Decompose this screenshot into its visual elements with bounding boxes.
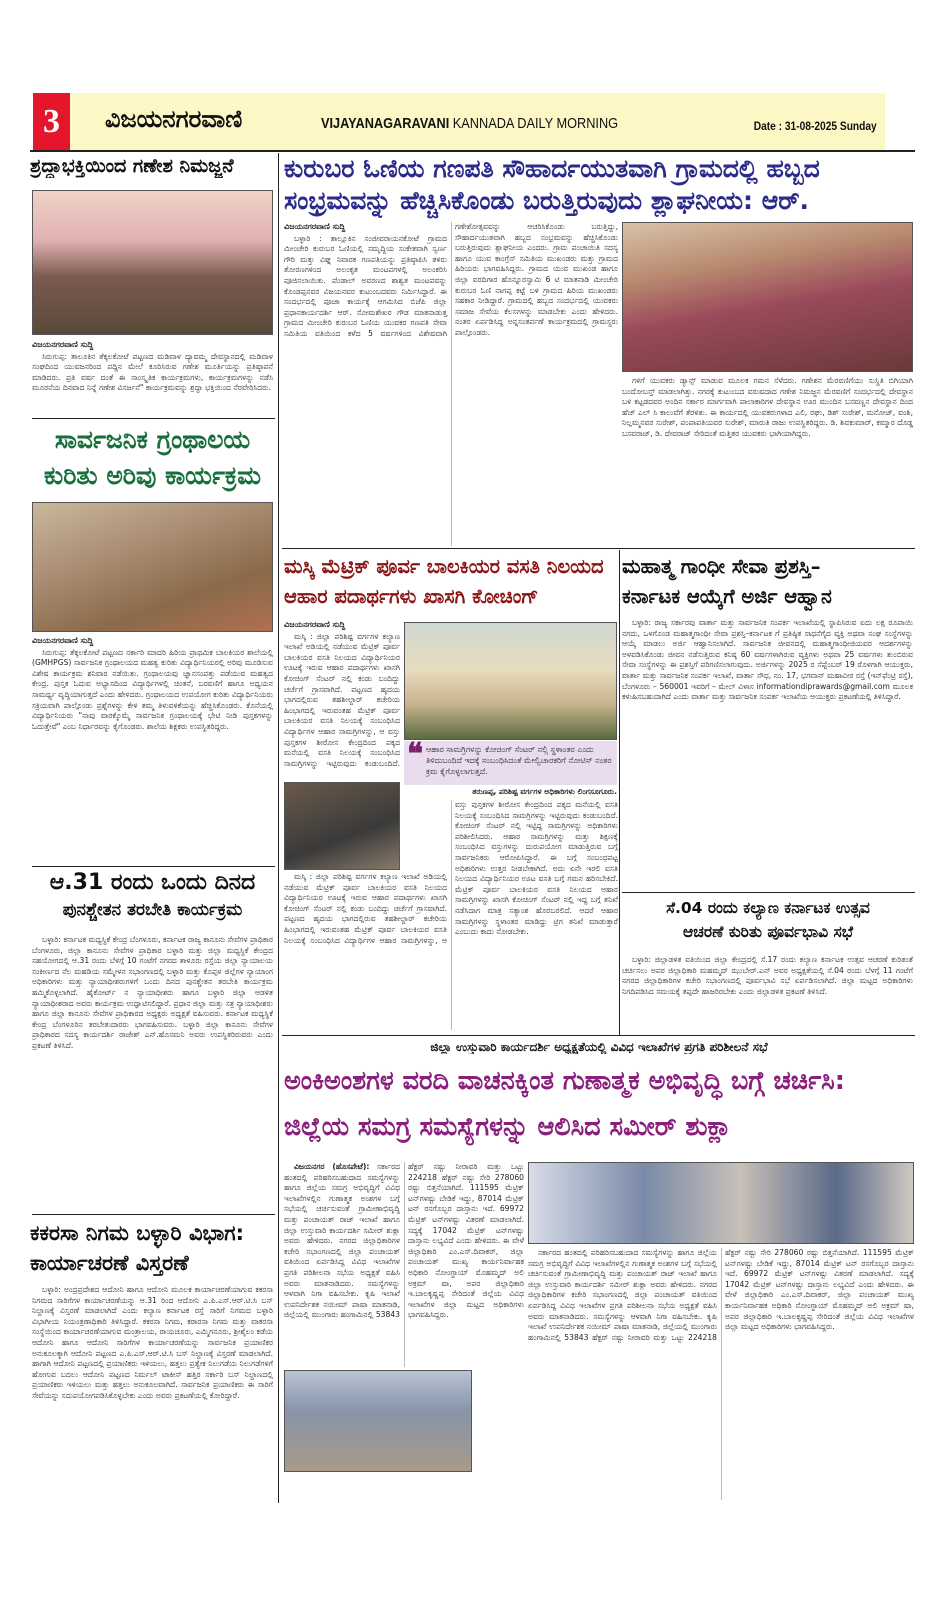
- divider: [622, 892, 915, 893]
- library-headline-line1: ಸಾರ್ವಜನಿಕ ಗ್ರಂಥಾಲಯ: [54, 425, 251, 454]
- issue-date: Date : 31-08-2025 Sunday: [753, 119, 877, 133]
- newspaper-logo: ವಿಜಯನಗರವಾಣಿ: [105, 105, 243, 133]
- article-text: ಸರ್ಕಾರದ ಹಂತದಲ್ಲಿ ಪರಿಹರಿಸಬಹುದಾದ ಸಮಸ್ಯೆಗಳನ್ನು ಹಾಗೂ ಜಿಲ್ಲೆಯ ಸಮಗ್ರ ಅಭಿವೃದ್ಧಿಗೆ ವಿವಿಧ ಇಲಾಖೆಗಳಲ್ಲಿನ ಗುಣಾತ್ಮಕ ಅಂಶಗಳ ಬಗ್ಗೆ ಸಭೆಯಲ್ಲಿ ಚರ್ಚಿಸುವಂತೆ ಗ್ರಾಮೀಣಾಭಿವೃದ್ಧಿ ಮತ್ತು ಪಂಚಾಯತ್ ರಾಜ್ ಇಲಾಖೆ ಹಾಗೂ ಜಿಲ್ಲಾ ಉಸ್ತುವಾರಿ ಕಾರ್ಯದರ್ಶಿ ಸಮೀರ್ ಶುಕ್ಲಾ ಅವರು ಹೇಳಿದರು. ನಗರದ ಜಿಲ್ಲಾಧಿಕಾರಿಗಳ ಕಚೇರಿ ಸಭಾಂಗಣದಲ್ಲಿ ಜಿಲ್ಲಾ ಪಂಚಾಯತ್ ವತಿಯಿಂದ ಏರ್ಪಡಿಸಿದ್ದ ವಿವಿಧ ಇಲಾಖೆಗಳ ಪ್ರಗತಿ ಪರಿಶೀಲನಾ ಸಭೆಯ ಅಧ್ಯಕ್ಷತೆ ವಹಿಸಿ ಅವರು ಮಾತನಾಡಿದರು. ಸಮಸ್ಯೆಗಳನ್ನು ಆಳವಾಗಿ ನಿಗಾ ವಹಿಸಬೇಕು. ಕೃಷಿ ಇಲಾಖೆ ಉಪನಿರ್ದೇಶಕ ನಯೀಮ್ ಪಾಷಾ ಮಾತನಾಡಿ, ಜಿಲ್ಲೆಯಲ್ಲಿ ಮುಂಗಾರು ಹಂಗಾಮಿನಲ್ಲಿ 53843 ಹೆಕ್ಟರ್ ನಷ್ಟು ನೀರಾವರಿ ಮತ್ತು ಒಟ್ಟು 224218 ಹೆಕ್ಟರ್ ನಷ್ಟು ಸೇರಿ 278060 ರಷ್ಟು ಬಿತ್ತನೆಯಾಗಿದೆ. 111595 ಮೆಟ್ರಿಕ್ ಟನ್‌ಗಳಷ್ಟು ಬೇಡಿಕೆ ಇದ್ದು, 87014 ಮೆಟ್ರಿಕ್ ಟನ್ ರಸಗೊಬ್ಬರ ದಾಸ್ತಾನು ಇದೆ. 69972 ಮೆಟ್ರಿಕ್ ಟನ್‌ಗಳಷ್ಟು ವಿತರಣೆ ಮಾಡಲಾಗಿದೆ. ಸದ್ಯಕ್ಕೆ 17042 ಮೆಟ್ರಿಕ್ ಟನ್‌ಗಳಷ್ಟು ದಾಸ್ತಾನು ಲಭ್ಯವಿದೆ ಎಂದು ಹೇಳಿದರು. ಈ ವೇಳೆ ಜಿಲ್ಲಾಧಿಕಾರಿ ಎಂ.ಎಸ್.ದಿವಾಕರ್, ಜಿಲ್ಲಾ ಪಂಚಾಯತ್ ಮುಖ್ಯ ಕಾರ್ಯನಿರ್ವಾಹಕ ಅಧಿಕಾರಿ ನೋಂಗ್ಜಾಯ್ ಮೊಹಮ್ಮದ್ ಅಲಿ ಅಕ್ರಮ್ ಷಾ, ಅಪರ ಜಿಲ್ಲಾಧಿಕಾರಿ ಇ.ಬಾಲಕೃಷ್ಣಪ್ಪ ಸೇರಿದಂತೆ ಜಿಲ್ಲೆಯ ವಿವಿಧ ಇಲಾಖೆಗಳ ಜಿಲ್ಲಾ ಮಟ್ಟದ ಅಧಿಕಾರಿಗಳು ಭಾಗವಹಿಸಿದ್ದರು.: [528, 1248, 914, 1342]
- training-headline-line1: ಆ.31 ರಂದು ಒಂದು ದಿನದ: [49, 870, 256, 895]
- lead-photo: [622, 222, 913, 372]
- column-divider: [278, 153, 279, 1503]
- training-headline: [30, 870, 275, 921]
- library-headline-line2: ಕುರಿತು ಅರಿವು ಕಾರ್ಯಕ್ರಮ: [44, 461, 261, 490]
- english-title: [321, 115, 618, 132]
- kalyana-headline: [622, 896, 914, 944]
- byline: ವಿಜಯನಗರವಾಣಿ ಸುದ್ದಿ: [32, 636, 94, 645]
- quote-icon: ❝: [407, 737, 424, 772]
- lead-article-continued: [622, 376, 913, 546]
- training-headline-line2: ಪುನಶ್ಚೇತನ ತರಬೇತಿ ಕಾರ್ಯಕ್ರಮ: [62, 900, 243, 921]
- article-text: ಸಿರುಗುಪ್ಪ: ತಾಲೂಕಿನ ತೆಕ್ಕಲಕೋಟೆ ಪಟ್ಟಣದ ಮಡಿವಾಳ ದ್ಯಾವಮ್ಮ ದೇವಸ್ಥಾನದಲ್ಲಿ ಮಡಿವಾಳ ಸಂಘದಿಂದ ಯುವಜನರಿಂದ ಪದ್ದಿನ ಮೇಲೆ ಕೂರಿಸಿರುವ ಗಣೇಶ ಮೂರ್ತಿಯನ್ನು ಪ್ರತಿಷ್ಠಾಪನೆ ಮಾಡಿದರು. ಪ್ರತಿ ವರ್ಷ ದಂತೆ ಈ ಸಾಂಸ್ಕೃತಿಕ ಕಾರ್ಯಕ್ರಮಗಳು, ಕಾರ್ಯಕ್ರಮಗಳನ್ನು ನಡೆಸಿ ಮೂರನೆಯ ದಿನವಾದ ನಿನ್ನೆ ಗಣೇಶ ವಿಸರ್ಜನೆ" ಕಾರ್ಯಕ್ರಮವನ್ನು ಶ್ರದ್ಧಾ ಭಕ್ತಿಯಿಂದ ನೆರವೇರಿಸಿದರು.: [32, 351, 273, 393]
- review-meeting-photo: [528, 1162, 914, 1244]
- article-text: ಬಳ್ಳಾರಿ: ರಾಜ್ಯ ಸರ್ಕಾರವು ವಾರ್ತಾ ಮತ್ತು ಸಾರ್ವಜನಿಕ ಸಂಪರ್ಕ ಇಲಾಖೆಯಲ್ಲಿ ಸ್ಥಾಪಿಸಿರುವ ಐದು ಲಕ್ಷ ರೂಪಾಯಿ ನಗದು, ಒಳಗೊಂಡ ಮಹಾತ್ಮಗಾಂಧೀ ಸೇವಾ ಪ್ರಶಸ್ತಿ–ಕರ್ನಾಟಕ ಗೆ ಪ್ರತಿಷ್ಠಿತ ಸಾಧನೆಗೈದ ವ್ಯಕ್ತಿ ಅಥವಾ ಸಂಘ ಸಂಸ್ಥೆಗಳನ್ನು ಆಯ್ಕೆ ಮಾಡಲು ಅರ್ಜಿ ಆಹ್ವಾನಿಸಲಾಗಿದೆ. ಸಾರ್ವಜನಿಕ ಜೀವನದಲ್ಲಿ ಮಹಾತ್ಮಗಾಂಧೀಜಿಯವರ ಆದರ್ಶಗಳನ್ನು ಅಳವಡಿಸಿಕೊಂಡು ಜೀವನ ನಡೆಸುತ್ತಿರುವ ಕನಿಷ್ಠ 60 ವರ್ಷಗಳಾಗಿರುವ ವ್ಯಕ್ತಿಗಳು ಅಥವಾ 25 ವರ್ಷಗಳು ತುಂಬಿರುವ ಸೇವಾ ಸಂಸ್ಥೆಗಳನ್ನು ಈ ಪ್ರಶಸ್ತಿಗೆ ಪರಿಗಣಿಸಲಾಗುವುದು. ಅರ್ಜಿಗಳನ್ನು 2025 ರ ಸೆಪ್ಟೆಂಬರ್ 19 ರೊಳಗಾಗಿ ಆಯುಕ್ತರು, ವಾರ್ತಾ ಮತ್ತು ಸಾರ್ವಜನಿಕ ಸಂಪರ್ಕ ಇಲಾಖೆ, ವಾರ್ತಾ ಸೌಧ, ನಂ. 17, ಭಗವಾನ್ ಮಹಾವೀರ ರಸ್ತೆ (ಇನ್‌ಫೆಂಟ್ರಿ ರಸ್ತೆ), ಬೆಂಗಳೂರು – 560001 ಇವರಿಗೆ – ಮೇಲ್ ವಿಳಾಸ informationdiprawards@gmail.com ಮೂಲಕ ಕಳುಹಿಸಬಹುದಾಗಿದೆ ಎಂದು ವಾರ್ತಾ ಮತ್ತು ಸಾರ್ವಜನಿಕ ಸಂಪರ್ಕ ಇಲಾಖೆಯ ಆಯುಕ್ತರು ಪ್ರಕಟಣೆಯಲ್ಲಿ ತಿಳಿಸಿದ್ದಾರೆ.: [622, 618, 913, 702]
- caption-text: ಆಹಾರ ಸಾಮಗ್ರಿಗಳನ್ನು ಕೋಚಿಂಗ್ ಸೆಂಟರ್ ನಲ್ಲಿ ಸ್ಥಳಾಂತರ ಎಂದು ತಿಳಿದುಬಂದಿದೆ ಇದಕ್ಕೆ ಸಂಬಂಧಿಸಿದಂತೆ ಮೇಲ್ವಿಚಾರಕರಿಗೆ ನೋಟಿಸ್ ನಂತರ ಕ್ರಮ ಕೈಗೊಳ್ಳಲಾಗುತ್ತದೆ.: [426, 745, 612, 776]
- article-text: ಮಸ್ಕಿ : ಜಿಲ್ಲಾ ಪರಿಶಿಷ್ಟ ವರ್ಗಗಳ ಕಲ್ಯಾಣ ಇಲಾಖೆ ಅಡಿಯಲ್ಲಿ ನಡೆಯುವ ಮೆಟ್ರಿಕ್ ಪೂರ್ವ ಬಾಲಕಿಯರ ವಸತಿ ನಿಲಯದ ವಿದ್ಯಾರ್ಥಿನಿಯರ ಊಟಕ್ಕೆ ಇರುವ ಆಹಾರ ಪದಾರ್ಥಗಳು ಖಾಸಗಿ ಕೋಚಿಂಗ್ ಸೆಂಟರ್ ನಲ್ಲಿ ಕಂಡು ಬಂದಿದ್ದು ಚರ್ಚೆಗೆ ಗ್ರಾಸವಾಗಿದೆ. ಪಟ್ಟಣದ ಹೃದಯ ಭಾಗದಲ್ಲಿರುವ ತಹಶೀಲ್ದಾರ್ ಕಚೇರಿಯ ಹಿಂಭಾಗದಲ್ಲಿ ಇರುವಂತಹ ಮೆಟ್ರಿಕ್ ಪೂರ್ವ ಬಾಲಕಿಯರ ವಸತಿ ನಿಲಯಕ್ಕೆ ಸಂಬಂಧಿಸಿದ ವಿದ್ಯಾರ್ಥಿಗಳ ಆಹಾರ ಸಾಮಗ್ರಿಗಳನ್ನು, ಆ ವಸ್ತು ಪುಸ್ತಕಗಳ ಶೀರೋಸ ಕೇಂದ್ರದಿಂದ ಪಕ್ಕದ ಮನೆಯಲ್ಲಿ ವಸತಿ ನಿಲಯಕ್ಕೆ ಸಂಬಂಧಿಸಿದ ಸಾಮಗ್ರಿಗಳನ್ನು ಇಟ್ಟಿರುವುದು ಕಂಡುಬಂದಿದೆ.: [284, 631, 400, 768]
- byline: ವಿಜಯನಗರವಾಣಿ ಸುದ್ದಿ: [284, 222, 346, 231]
- library-article: [32, 636, 273, 864]
- divider: [32, 418, 275, 419]
- article-text: [284, 1162, 524, 1321]
- kkrtc-article: [32, 1285, 273, 1500]
- byline: ವಿಜಯನಗರವಾಣಿ ಸುದ್ದಿ: [284, 620, 346, 629]
- english-tagline: KANNADA DAILY MORNING: [452, 115, 619, 132]
- byline: ವಿಜಯನಗರವಾಣಿ ಸುದ್ದಿ: [32, 340, 94, 349]
- ganesha-headline: ಶ್ರದ್ಧಾಭಕ್ತಿಯಿಂದ ಗಣೇಶ ನಿಮಜ್ಜನೆ: [30, 155, 234, 177]
- article-text: ಬಳ್ಳಾರಿ: ಜಿಲ್ಲಾಡಳಿತ ವತಿಯಿಂದ ಜಿಲ್ಲಾ ಕೇಂದ್ರದಲ್ಲಿ ಸೆ.17 ರಂದು ಕಲ್ಯಾಣ ಕರ್ನಾಟಕ ಉತ್ಸವ ಆಚರಣೆ ಕುರಿತಂತೆ ಚರ್ಚಿಸಲು ಅಪರ ಜಿಲ್ಲಾಧಿಕಾರಿ ಮಹಮ್ಮದ್ ಝುಬೇರ್.ಎನ್ ಅವರ ಅಧ್ಯಕ್ಷತೆಯಲ್ಲಿ ಸೆ.04 ರಂದು ಬೆಳಗ್ಗೆ 11 ಗಂಟೆಗೆ ನಗರದ ಜಿಲ್ಲಾಧಿಕಾರಿಗಳ ಕಚೇರಿ ಸಭಾಂಗಣದಲ್ಲಿ ಪೂರ್ವಭಾವಿ ಸಭೆ ಏರ್ಪಡಿಸಲಾಗಿದೆ. ಜಿಲ್ಲಾ ಮಟ್ಟದ ಅಧಿಕಾರಿಗಳು ನಿಗದಿಪಡಿಸಿದ ಸಮಯಕ್ಕೆ ತಪ್ಪದೇ ಹಾಜರಿರಬೇಕು ಎಂದು ಜಿಲ್ಲಾಡಳಿತ ಪ್ರಕಟಣೆ ತಿಳಿಸಿದೆ.: [622, 955, 913, 996]
- article-text: ಬಳ್ಳಾರಿ : ತಾಲ್ಲೂಕಿನ ಸಂಜೀವರಾಯನಕೋಟೆ ಗ್ರಾಮದ ಮೀಂಚೇರಿ ಕುರುಬರ ಓಣಿಯಲ್ಲಿ ಸಮೃದ್ಧಿಯ ಸಂಕೇತವಾಗಿ ಸ್ವರ್ಣ ಗೌರಿ ಮತ್ತು ವಿಘ್ನ ನಿವಾರಕ ಗಣಪತಿಯನ್ನು ಪ್ರತಿಷ್ಠಾಪಿಸಿ ತಳಿರು ತೋರಣಗಳಿಂದ ಅಲಂಕೃತ ಮಂಟಪಗಳಲ್ಲಿ ಅಲಂಕರಿಸಿ ಪೂಜಿಸಲಾಯಿತು. ಪೆಂಡಾಲ್ ಅವರಣದ ಶಾಶ್ವತ ಮಂಟಪವನ್ನು ಕೊಂಡಪ್ಪನವರ ವಿಜಯನವರ ಕುಟುಂಬದವರು ನಿರ್ಮಿಸಿದ್ದಾರೆ. ಈ ಸಂದರ್ಭದಲ್ಲಿ ಪೂಜಾ ಕಾರ್ಯಕ್ಕೆ ಆಗಮಿಸಿದ ಬಿಜೆಪಿ ಜಿಲ್ಲಾ ಪ್ರಧಾನಕಾರ್ಯದರ್ಶಿ ಆರ್. ಸೋಮಶೇಖರ ಗೌಡ ಮಾತನಾಡುತ್ತ ಗ್ರಾಮದ ಮೀಂಚೇರಿ ಕುರುಬರ ಓಣಿಯ ಯುವಕರ ಗಣಪತಿ ಸೇವಾ ಸಮಿತಿಯ ವತಿಯಿಂದ ಕಳೆದ 5 ವರ್ಷಗಳಿಂದ ವಿಶೇಷವಾಗಿ ಗಣೇಶೋತ್ಸವವನ್ನು ಆಚರಿಸಿಕೊಂಡು ಬರುತ್ತಿದ್ದು, ಸೌಹಾರ್ದಯುತವಾಗಿ ಹಬ್ಬದ ಸಂಭ್ರಮವನ್ನು ಹೆಚ್ಚಿಸಿಕೊಂಡು ಬರುತ್ತಿರುವುದು ಶ್ಲಾಘನೀಯ ಎಂದರು. ಗ್ರಾಮ ಪಂಚಾಯಿತಿ ಸದಸ್ಯ ಹಾಗೂ ಯುವ ಕಾಂಗ್ರೆಸ್ ಸಮಿತಿಯ ಮುಖಂಡರು ಮತ್ತು ಗ್ರಾಮದ ಹಿರಿಯರು ಭಾಗವಹಿಸಿದ್ದರು. ಗ್ರಾಮದ ಯುವ ಮುಖಂಡ ಹಾಗೂ ಜಿಲ್ಲಾ ವರದಿಗಾರ ಹೊನ್ನೂರಸ್ವಾಮಿ 6 ಟಿ ಮಾತನಾಡಿ ಮೀಂಚೇರಿ ಕುರುಬರ ಓಣಿ ನಾಗಪ್ಪ ಕಟ್ಟೆ ಬಳಿ ಗ್ರಾಮದ ಹಿರಿಯ ಮುಖಂಡರು ಸಹಕಾರ ನೀಡಿದ್ದಾರೆ. ಗ್ರಾಮದಲ್ಲಿ ಹಬ್ಬದ ಸಂದರ್ಭದಲ್ಲಿ ಯುವಕರು ಸಮಾಜ ಸೇವೆಯ ಕೆಲಸಗಳನ್ನು ಮಾಡಬೇಕು ಎಂದು ಹೇಳಿದರು. ನಂತರ ಏರ್ಪಡಿಸಿದ್ದ ಅನ್ನಸಂತರ್ಪಣೆ ಕಾರ್ಯಕ್ರಮದಲ್ಲಿ ಗ್ರಾಮಸ್ಥರು ಪಾಲ್ಗೊಂಡರು.: [284, 222, 618, 338]
- kkrtc-headline-line1: ಕಕರಸಾ ನಿಗಮ ಬಳ್ಳಾರಿ ವಿಭಾಗ:: [30, 1221, 245, 1245]
- divider: [282, 1035, 915, 1036]
- review-hall-photo: [284, 1370, 472, 1472]
- kalyana-headline-line2: ಆಚರಣೆ ಕುರಿತು ಪೂರ್ವಭಾವಿ ಸಭೆ: [683, 923, 853, 941]
- library-headline: [30, 422, 275, 494]
- training-article: [32, 935, 273, 1210]
- hostel-article-continued: [284, 800, 618, 1030]
- review-headline-line2: ಜಿಲ್ಲೆಯ ಸಮಗ್ರ ಸಮಸ್ಯೆಗಳನ್ನು ಆಲಿಸಿದ ಸಮೀರ್ ಶುಕ್ಲಾ: [284, 1112, 732, 1142]
- article-text: ಗಳಿಗೆ ಯುವಕರು ಡ್ಯಾನ್ಸ್ ಮಾಡುವ ಮೂಲಕ ಗಮನ ಸೆಳೆದರು. ಗಣೇಶನ ಮೆರವಣಿಗೆಯು ಸುಸ್ಥಿತಿ ಬಿಗಿಯಾಗಿ ಬಂದೋಬಸ್ತ್ ಮಾಡಲಾಗಿತ್ತು. ನಗರಕ್ಕೆ ಕುಟುಂಬದ ವರುಷದಾದ ಗಣೇಶ ನಿಮಜ್ಜನ ಮೆರವಣಿಗೆ ಸಂದರ್ಭದಲ್ಲಿ ದೇವಸ್ಥಾನ ಬಳಿ ಕಟ್ಟಡದವರ ಅಂದಿನ ಸರ್ಕಾರ ಮಾರ್ಗವಾಗಿ ಪಾಲಾಕಾರಿಗಳ ದೇವಸ್ಥಾನ ಊರ ಮುಂದಿನ ಬಸವಣ್ಣನ ದೇವಸ್ಥಾನ ದಿಂದ ಹೆಚ್ ಎಲ್ ಸಿ ಕಾಲುವೆಗೆ ತೆರಳಿತು. ಈ ಕಾರ್ಯದಲ್ಲಿ ಯುವಕರುಗಳಾದ ಎಲಿ, ರಘು, ಡಿಶ್ ಸುರೇಶ್, ಮನೋಜ್, ವಂಶಿ, ನಿಲ್ಲಮ್ಮನವರ ಸುರೇಶ್, ಪಂಪಾಪತಿಯವರ ಸುರೇಶ್, ಮಾರುತಿ ರಾಜು ಉಪಸ್ಥಿತರಿದ್ದರು. ಡಿ. ಶಿವಕುಮಾರ್, ಕಮ್ಮಾರ ದೊಡ್ಡ ಬಸವರಾಜ್, ಡಿ. ದೇವರಾಜ್ ಸೇರಿದಂತೆ ಮತ್ತಿತರ ಯುವಕರು ಭಾಗಿಯಾಗಿದ್ದರು.: [622, 376, 913, 438]
- byline: ವಿಜಯನಗರ (ಹೊಸಪೇಟೆ):: [294, 1162, 370, 1171]
- lead-article: [284, 222, 618, 546]
- ganesha-photo: [32, 190, 273, 335]
- gandhi-article: [622, 618, 913, 888]
- page-number: 3: [33, 93, 70, 150]
- kalyana-headline-line1: ಸೆ.04 ರಂದು ಕಲ್ಯಾಣ ಕರ್ನಾಟಕ ಉತ್ಸವ: [666, 899, 870, 917]
- gandhi-headline-line2: ಕರ್ನಾಟಕ ಆಯ್ಕೆಗೆ ಅರ್ಜಿ ಆಹ್ವಾನ: [622, 585, 832, 608]
- hostel-headline: ಮಸ್ಕಿ ಮೆಟ್ರಿಕ್ ಪೂರ್ವ ಬಾಲಕಿಯರ ವಸತಿ ನಿಲಯದ ಆಹಾರ ಪದಾರ್ಥಗಳು ಖಾಸಗಿ ಕೋಚಿಂಗ್: [284, 555, 604, 608]
- divider: [32, 866, 275, 867]
- hostel-article: [284, 620, 400, 770]
- review-article: [284, 1162, 524, 1367]
- header-rule: [30, 150, 915, 152]
- column-divider: [619, 550, 620, 1035]
- article-text: ಮಸ್ಕಿ : ಜಿಲ್ಲಾ ಪರಿಶಿಷ್ಟ ವರ್ಗಗಳ ಕಲ್ಯಾಣ ಇಲಾಖೆ ಅಡಿಯಲ್ಲಿ ನಡೆಯುವ ಮೆಟ್ರಿಕ್ ಪೂರ್ವ ಬಾಲಕಿಯರ ವಸತಿ ನಿಲಯದ ವಿದ್ಯಾರ್ಥಿನಿಯರ ಊಟಕ್ಕೆ ಇರುವ ಆಹಾರ ಪದಾರ್ಥಗಳು ಖಾಸಗಿ ಕೋಚಿಂಗ್ ಸೆಂಟರ್ ನಲ್ಲಿ ಕಂಡು ಬಂದಿದ್ದು ಚರ್ಚೆಗೆ ಗ್ರಾಸವಾಗಿದೆ. ಪಟ್ಟಣದ ಹೃದಯ ಭಾಗದಲ್ಲಿರುವ ತಹಶೀಲ್ದಾರ್ ಕಚೇರಿಯ ಹಿಂಭಾಗದಲ್ಲಿ ಇರುವಂತಹ ಮೆಟ್ರಿಕ್ ಪೂರ್ವ ಬಾಲಕಿಯರ ವಸತಿ ನಿಲಯಕ್ಕೆ ಸಂಬಂಧಿಸಿದ ವಿದ್ಯಾರ್ಥಿಗಳ ಆಹಾರ ಸಾಮಗ್ರಿಗಳನ್ನು, ಆ ವಸ್ತು ಪುಸ್ತಕಗಳ ಶೀರೋಸ ಕೇಂದ್ರದಿಂದ ಪಕ್ಕದ ಮನೆಯಲ್ಲಿ ವಸತಿ ನಿಲಯಕ್ಕೆ ಸಂಬಂಧಿಸಿದ ಸಾಮಗ್ರಿಗಳನ್ನು ಇಟ್ಟಿರುವುದು ಕಂಡುಬಂದಿದೆ. ಕೋಚಿಂಗ್ ಸೆಂಟರ್ ನಲ್ಲಿ ಇಟ್ಟಿದ್ದ ಸಾಮಗ್ರಿಗಳನ್ನು ಅಧಿಕಾರಿಗಳು ಪರಿಶೀಲಿಸಿದರು. ಆಹಾರ ಸಾಮಗ್ರಿಗಳನ್ನು ಮತ್ತು ಶಿಕ್ಷಣಕ್ಕೆ ಸಂಬಂಧಿಸಿದ ವಸ್ತುಗಳನ್ನು ದುರುಪಯೋಗ ಮಾಡುತ್ತಿರುವ ಬಗ್ಗೆ ಸಾರ್ವಜನಿಕರು ಆರೋಪಿಸಿದ್ದಾರೆ. ಈ ಬಗ್ಗೆ ಸಂಬಂಧಪಟ್ಟ ಅಧಿಕಾರಿಗಳು ಉತ್ತರ ನೀಡಬೇಕಾಗಿದೆ. ಅದು ಏನೇ ಇರಲಿ ವಸತಿ ನಿಲಯದ ವಿದ್ಯಾರ್ಥಿನಿಯರ ಊಟ ವಸತಿ ಬಗ್ಗೆ ಗಮನ ಹರಿಸಬೇಕಿದೆ. ಮೆಟ್ರಿಕ್ ಪೂರ್ವ ಬಾಲಕಿಯರ ವಸತಿ ನಿಲಯದ ಆಹಾರ ಸಾಮಗ್ರಿಗಳನ್ನು ಖಾಸಗಿ ಕೋಚಿಂಗ್ ಸೆಂಟರ್ ನಲ್ಲಿ ಇದ್ದ ಬಗ್ಗೆ ತನಿಖೆ ನಡೆಸಿದಾಗ ಮಾತ್ರ ಸತ್ಯಾಂಶ ಹೊರಬರಲಿದೆ. ಆದರೆ ಆಹಾರ ಸಾಮಗ್ರಿಗಳನ್ನು ಸ್ಥಳಾಂತರ ಮಾಡಿದ್ದು ಟ್ರಿಗ ತನಿಖೆ ಮಾಡುತ್ತಾರೆ ಎಂಬುದು ಕಾದು ನೋಡಬೇಕು.: [284, 800, 618, 945]
- review-kicker: ಜಿಲ್ಲಾ ಉಸ್ತುವಾರಿ ಕಾರ್ಯದರ್ಶಿ ಅಧ್ಯಕ್ಷತೆಯಲ್ಲಿ ವಿವಿಧ ಇಲಾಖೆಗಳ ಪ್ರಗತಿ ಪರಿಶೀಲನೆ ಸಭೆ: [430, 1040, 768, 1054]
- article-text: ಸಿರುಗುಪ್ಪ: ತೆಕ್ಕಲಕೋಟೆ ಪಟ್ಟಣದ ಸರ್ಕಾರಿ ಮಾದರಿ ಹಿರಿಯ ಪ್ರಾಥಮಿಕ ಬಾಲಕಿಯರ ಶಾಲೆಯಲ್ಲಿ (GMHPGS) ಸಾರ್ವಜನಿಕ ಗ್ರಂಥಾಲಯದ ಮಹತ್ವ ಕುರಿತು ವಿದ್ಯಾರ್ಥಿನಿಯರಲ್ಲಿ ಅರಿವು ಮೂಡಿಸುವ ವಿಶೇಷ ಕಾರ್ಯಕ್ರಮ ಶನಿವಾರ ನಡೆಯಿತು. ಗ್ರಂಥಾಲಯವು ಜ್ಞಾನಸಂಪತ್ತು ಪಡೆಯುವ ಮಹತ್ವದ ಕೇಂದ್ರ. ಪುಸ್ತಕ ಓದುವ ಅಭ್ಯಾಸದಿಂದ ವಿದ್ಯಾರ್ಥಿಗಳಲ್ಲಿ ಚಿಂತನೆ, ಬರವಣಿಗೆ ಹಾಗೂ ಅಧ್ಯಯನ ಸಾಮರ್ಥ್ಯ ವೃದ್ಧಿಯಾಗುತ್ತದೆ ಎಂದು ಹೇಳಿದರು. ಗ್ರಂಥಾಲಯದ ಉಪಯೋಗ ಕುರಿತು ವಿದ್ಯಾರ್ಥಿನಿಯರು ಸಕ್ರಿಯವಾಗಿ ಪಾಲ್ಗೊಂಡು ಪ್ರಶ್ನೆಗಳನ್ನು ಕೇಳಿ ತಮ್ಮ ತಿಳುವಳಿಕೆಯನ್ನು ಹೆಚ್ಚಿಸಿಕೊಂಡರು. ಕೊನೆಯಲ್ಲಿ ವಿದ್ಯಾರ್ಥಿನಿಯರು "ನಾವು ವಾರಕ್ಕೊಮ್ಮೆ ಸಾರ್ವಜನಿಕ ಗ್ರಂಥಾಲಯಕ್ಕೆ ಭೇಟಿ ನೀಡಿ ಪುಸ್ತಕಗಳನ್ನು ಓದುತ್ತೇವೆ" ಎಂಬ ನಿರ್ಧಾರವನ್ನು ಕೈಗೊಂಡರು. ಶಾಲೆಯ ಶಿಕ್ಷಕರು ಉಪಸ್ಥಿತರಿದ್ದರು.: [32, 647, 273, 731]
- divider: [282, 548, 915, 549]
- article-text: ಬಳ್ಳಾರಿ: ಅಂದ್ರಪ್ರದೇಶದ ಆದೋನಿ ಹಾಗೂ ಆದೋನಿ ಮೂಲಕ ಕಾರ್ಯಾಚರಣೆಯಾಗುವ ಕಕರಸಾ ನಿಗಮದ ಸಾರಿಗೆಗಳ ಕಾರ್ಯಾಚರಣೆಯನ್ನು ಆ.31 ರಿಂದ ಆದೋನಿ ಎ.ಪಿ.ಎಸ್.ಆರ್.ಟಿ.ಸಿ ಬಸ್ ನಿಲ್ದಾಣಕ್ಕೆ ವಿಸ್ತರಣೆ ಮಾಡಲಾಗಿದೆ ಎಂದು ಕಲ್ಯಾಣ ಕರ್ನಾಟಕ ರಸ್ತೆ ಸಾರಿಗೆ ನಿಗಮದ ಬಳ್ಳಾರಿ ವಿಭಾಗೀಯ ನಿಯಂತ್ರಣಾಧಿಕಾರಿ ತಿಳಿಸಿದ್ದಾರೆ. ಕಕರಸಾ ನಿಗಮ, ಕರಾರಸಾ ನಿಗಮ ಮತ್ತು ವಾಕರಸಾ ಸಂಸ್ಥೆಯಿಂದ ಕಾರ್ಯಾಚರಣೆಯಾಗುವ ಮಂತ್ರಾಲಯ, ರಾಯಚೂರು, ಎಮ್ಮಿಗನೂರು, ಶ್ರೀಶೈಲಂ ಕಡೆಯ ಆದೋನಿ ಹಾಗೂ ಆದೋನಿ ಸಾರಿಗೆಗಳ ಕಾರ್ಯಾಚರಣೆಯನ್ನು ಸಾರ್ವಜನಿಕ ಪ್ರಯಾಣಿಕರ ಅನುಕೂಲಕ್ಕಾಗಿ ಆದೋನಿ ಪಟ್ಟಣದ ಎ.ಪಿ.ಎಸ್.ಆರ್.ಟಿ.ಸಿ ಬಸ್ ನಿಲ್ದಾಣಕ್ಕೆ ವಿಸ್ತರಣೆ ಮಾಡಲಾಗಿದೆ. ಹಾಗಾಗಿ ಆದೋನಿ ಪಟ್ಟಣದಲ್ಲಿ ಪ್ರಯಾಣಿಕರು ಇಳಿಯಲು, ಹತ್ತಲು ಪ್ರತ್ಯೇಕ ನಿಲುಗಡೆಯ ನಿಲುಗಡೆಗಳಿಗೆ ಹೋಗುವ ಬದಲು ಆದೋನಿ ಪಟ್ಟಣದ ನಿರ್ಮಲ್ ಟಾಕೀಸ್ ಹತ್ತಿರ ಸರ್ಕಾರಿ ಬಸ್ ನಿಲ್ದಾಣದಲ್ಲಿ ಪ್ರಯಾಣಿಕರು ಇಳಿಯಲು ಮತ್ತು ಹತ್ತಲು ಅನುಕೂಲವಾಗಿದೆ. ಸಾರ್ವಜನಿಕ ಪ್ರಯಾಣಿಕರು ಈ ಸಾರಿಗೆ ಸೇವೆಯನ್ನು ಸದುಪಯೋಗಪಡಿಸಿಕೊಳ್ಳಬೇಕು ಎಂದು ಅವರು ಪ್ರಕಟಣೆಯಲ್ಲಿ ಕೋರಿದ್ದಾರೆ.: [32, 1285, 273, 1400]
- article-text: ಬಳ್ಳಾರಿ: ಕರ್ನಾಟಕ ಮಧ್ಯಸ್ಥಿಕೆ ಕೇಂದ್ರ ಬೆಂಗಳೂರು, ಕರ್ನಾಟಕ ರಾಜ್ಯ ಕಾನೂನು ಸೇವೆಗಳ ಪ್ರಾಧಿಕಾರ ಬೆಂಗಳೂರು, ಜಿಲ್ಲಾ ಕಾನೂನು ಸೇವೆಗಳ ಪ್ರಾಧಿಕಾರ ಬಳ್ಳಾರಿ ಮತ್ತು ಜಿಲ್ಲಾ ಮಧ್ಯಸ್ಥಿಕೆ ಕೇಂದ್ರದ ಸಹಯೋಗದಲ್ಲಿ ಆ.31 ರಂದು ಬೆಳಿಗ್ಗೆ 10 ಗಂಟೆಗೆ ನಗರದ ತಾಳೂರು ರಸ್ತೆಯ ಜಿಲ್ಲಾ ನ್ಯಾಯಾಲಯ ಸಂಕೀರ್ಣದ ನೆಲ ಮಹಡಿಯ ಸಮ್ಮೇಳನ ಸಭಾಂಗಣದಲ್ಲಿ ಬಳ್ಳಾರಿ ಮತ್ತು ಕೊಪ್ಪಳ ಜಿಲ್ಲೆಗಳ ನ್ಯಾಯಾಂಗ ಅಧಿಕಾರಿಗಳು ಮತ್ತು ನ್ಯಾಯಾಧೀಶರುಗಳಿಗೆ ಒಂದು ದಿನದ ಪುನಶ್ಚೇತನ ತರಬೇತಿ ಕಾರ್ಯಕ್ರಮ ಹಮ್ಮಿಕೊಳ್ಳಲಾಗಿದೆ. ಹೈಕೋರ್ಟ್ ನ ನ್ಯಾಯಾಧೀಶರು ಹಾಗೂ ಬಳ್ಳಾರಿ ಜಿಲ್ಲಾ ಆಡಳಿತ ನ್ಯಾಯಾಧೀಶರಾದ ಅವರು ಕಾರ್ಯಕ್ರಮ ಉದ್ಘಾಟಿಸಲಿದ್ದಾರೆ. ಪ್ರಧಾನ ಜಿಲ್ಲಾ ಮತ್ತು ಸತ್ರ ನ್ಯಾಯಾಧೀಶರು ಹಾಗೂ ಜಿಲ್ಲಾ ಕಾನೂನು ಸೇವೆಗಳ ಪ್ರಾಧಿಕಾರದ ಅಧ್ಯಕ್ಷರು ಅಧ್ಯಕ್ಷತೆ ವಹಿಸುವರು. ಕರ್ನಾಟಕ ಮಧ್ಯಸ್ಥಿಕೆ ಕೇಂದ್ರ ಬೆಂಗಳೂರಿನ ತರಬೇತುದಾರರು ಭಾಗವಹಿಸುವರು. ಬಳ್ಳಾರಿ ಜಿಲ್ಲಾ ಕಾನೂನು ಸೇವೆಗಳ ಪ್ರಾಧಿಕಾರದ ಸದಸ್ಯ ಕಾರ್ಯದರ್ಶಿ ರಾಜೇಶ್ ಎನ್.ಹೊಸಮನಿ ಅವರು ಉಪಸ್ಥಿತರಿರುವರು ಎಂದು ಪ್ರಕಟಣೆ ತಿಳಿಸಿದೆ.: [32, 935, 273, 1050]
- kkrtc-headline-line2: ಕಾರ್ಯಾಚರಣೆ ವಿಸ್ತರಣೆ: [30, 1251, 189, 1275]
- masthead: [33, 93, 885, 150]
- library-photo: [32, 502, 273, 632]
- article-body: ಸರ್ಕಾರದ ಹಂತದಲ್ಲಿ ಪರಿಹರಿಸಬಹುದಾದ ಸಮಸ್ಯೆಗಳನ್ನು ಹಾಗೂ ಜಿಲ್ಲೆಯ ಸಮಗ್ರ ಅಭಿವೃದ್ಧಿಗೆ ವಿವಿಧ ಇಲಾಖೆಗಳಲ್ಲಿನ ಗುಣಾತ್ಮಕ ಅಂಶಗಳ ಬಗ್ಗೆ ಸಭೆಯಲ್ಲಿ ಚರ್ಚಿಸುವಂತೆ ಗ್ರಾಮೀಣಾಭಿವೃದ್ಧಿ ಮತ್ತು ಪಂಚಾಯತ್ ರಾಜ್ ಇಲಾಖೆ ಹಾಗೂ ಜಿಲ್ಲಾ ಉಸ್ತುವಾರಿ ಕಾರ್ಯದರ್ಶಿ ಸಮೀರ್ ಶುಕ್ಲಾ ಅವರು ಹೇಳಿದರು. ನಗರದ ಜಿಲ್ಲಾಧಿಕಾರಿಗಳ ಕಚೇರಿ ಸಭಾಂಗಣದಲ್ಲಿ ಜಿಲ್ಲಾ ಪಂಚಾಯತ್ ವತಿಯಿಂದ ಏರ್ಪಡಿಸಿದ್ದ ವಿವಿಧ ಇಲಾಖೆಗಳ ಪ್ರಗತಿ ಪರಿಶೀಲನಾ ಸಭೆಯ ಅಧ್ಯಕ್ಷತೆ ವಹಿಸಿ ಅವರು ಮಾತನಾಡಿದರು. ಸಮಸ್ಯೆಗಳನ್ನು ಆಳವಾಗಿ ನಿಗಾ ವಹಿಸಬೇಕು. ಕೃಷಿ ಇಲಾಖೆ ಉಪನಿರ್ದೇಶಕ ನಯೀಮ್ ಪಾಷಾ ಮಾತನಾಡಿ, ಜಿಲ್ಲೆಯಲ್ಲಿ ಮುಂಗಾರು ಹಂಗಾಮಿನಲ್ಲಿ 53843 ಹೆಕ್ಟರ್ ನಷ್ಟು ನೀರಾವರಿ ಮತ್ತು ಒಟ್ಟು 224218 ಹೆಕ್ಟರ್ ನಷ್ಟು ಸೇರಿ 278060 ರಷ್ಟು ಬಿತ್ತನೆಯಾಗಿದೆ. 111595 ಮೆಟ್ರಿಕ್ ಟನ್‌ಗಳಷ್ಟು ಬೇಡಿಕೆ ಇದ್ದು, 87014 ಮೆಟ್ರಿಕ್ ಟನ್ ರಸಗೊಬ್ಬರ ದಾಸ್ತಾನು ಇದೆ. 69972 ಮೆಟ್ರಿಕ್ ಟನ್‌ಗಳಷ್ಟು ವಿತರಣೆ ಮಾಡಲಾಗಿದೆ. ಸದ್ಯಕ್ಕೆ 17042 ಮೆಟ್ರಿಕ್ ಟನ್‌ಗಳಷ್ಟು ದಾಸ್ತಾನು ಲಭ್ಯವಿದೆ ಎಂದು ಹೇಳಿದರು. ಈ ವೇಳೆ ಜಿಲ್ಲಾಧಿಕಾರಿ ಎಂ.ಎಸ್.ದಿವಾಕರ್, ಜಿಲ್ಲಾ ಪಂಚಾಯತ್ ಮುಖ್ಯ ಕಾರ್ಯನಿರ್ವಾಹಕ ಅಧಿಕಾರಿ ನೋಂಗ್ಜಾಯ್ ಮೊಹಮ್ಮದ್ ಅಲಿ ಅಕ್ರಮ್ ಷಾ, ಅಪರ ಜಿಲ್ಲಾಧಿಕಾರಿ ಇ.ಬಾಲಕೃಷ್ಣಪ್ಪ ಸೇರಿದಂತೆ ಜಿಲ್ಲೆಯ ವಿವಿಧ ಇಲಾಖೆಗಳ ಜಿಲ್ಲಾ ಮಟ್ಟದ ಅಧಿಕಾರಿಗಳು ಭಾಗವಹಿಸಿದ್ದರು.: [284, 1162, 524, 1320]
- gandhi-headline: [622, 552, 914, 612]
- english-name: VIJAYANAGARAVANI: [321, 115, 450, 132]
- kkrtc-headline: [30, 1218, 275, 1278]
- photo-caption: [404, 737, 617, 785]
- review-article-continued: [528, 1248, 914, 1500]
- caption-credit: ತರುಣಪ್ಪ, ಪರಿಶಿಷ್ಟ ವರ್ಗಗಳ ಅಧಿಕಾರಿಗಳು ಲಿಂಗಸೂಗೂರು.: [472, 787, 617, 796]
- spacer: [284, 800, 447, 872]
- review-headline: [284, 1058, 914, 1150]
- ganesha-article: [32, 340, 273, 416]
- gandhi-headline-line1: ಮಹಾತ್ಮ ಗಾಂಧೀ ಸೇವಾ ಪ್ರಶಸ್ತಿ–: [622, 555, 821, 578]
- kalyana-article: [622, 955, 913, 1033]
- hostel-building-photo: [404, 622, 617, 740]
- divider: [32, 1214, 275, 1215]
- review-headline-line1: ಅಂಕಿಅಂಶಗಳ ವರದಿ ವಾಚನಕ್ಕಿಂತ ಗುಣಾತ್ಮಕ ಅಭಿವೃದ್ಧಿ ಬಗ್ಗೆ ಚರ್ಚಿಸಿ:: [284, 1066, 845, 1096]
- lead-headline: ಕುರುಬರ ಓಣಿಯ ಗಣಪತಿ ಸೌಹಾರ್ದಯುತವಾಗಿ ಗ್ರಾಮದಲ್ಲಿ ಹಬ್ಬದ ಸಂಭ್ರಮವನ್ನು ಹೆಚ್ಚಿಸಿಕೊಂಡು ಬರುತ್ತಿರುವುದು ಶ್ಲಾಘನೀಯ: ಆರ್.: [284, 154, 820, 215]
